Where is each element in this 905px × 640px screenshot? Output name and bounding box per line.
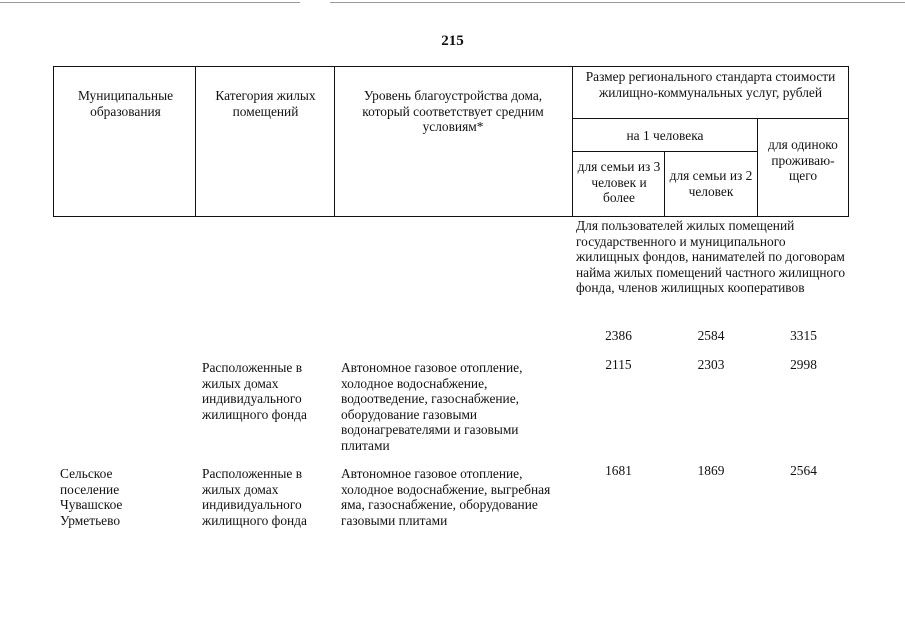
rule-bottom <box>53 216 849 217</box>
row-1-family-3plus: 2386 <box>605 328 632 343</box>
header-amenity-level: Уровень благоустройства дома, который соответствует средним условиям* <box>362 88 544 135</box>
scan-edge-top-right <box>330 2 905 3</box>
header-single: для одиноко проживаю-щего <box>768 137 838 184</box>
header-standard-size: Размер регионального стандарта стоимости жилищно-коммунальных услуг, рублей <box>585 69 836 100</box>
row-2-amenity: Автономное газовое отопление, холодное водоснабжение, водоотведение, газоснабжение, оборудование газовыми водонагревателями и газовыми плитами <box>341 360 523 453</box>
scan-edge-top-left <box>0 2 300 3</box>
rule-under-title <box>572 118 849 119</box>
row-1-family-2: 2584 <box>697 328 725 343</box>
row-3-single: 2564 <box>790 463 817 478</box>
row-3-amenity: Автономное газовое отопление, холодное водоснабжение, выгребная яма, газоснабжение, оборудование газовыми плитами <box>341 466 551 528</box>
row-3-municipality: Сельское поселение Чувашское Урметьево <box>60 466 123 528</box>
row-2-family-3plus: 2115 <box>605 357 632 372</box>
row-2-category: Расположенные в жилых домах индивидуального жилищного фонда <box>202 360 307 422</box>
header-municipalities: Муниципальные образования <box>77 88 174 119</box>
rule-top <box>53 66 849 67</box>
row-2-family-2: 2303 <box>697 357 725 372</box>
header-family-2: для семьи из 2 человек <box>669 168 753 199</box>
row-2-single: 2998 <box>790 357 817 372</box>
row-3-category: Расположенные в жилых домах индивидуального жилищного фонда <box>202 466 307 528</box>
row-3-family-3plus: 1681 <box>605 463 632 478</box>
section-note: Для пользователей жилых помещений государственного и муниципального жилищных фондов, нанимателей по договорам найма жилых помещений частного жилищного фонда, членов жилищных кооперативов <box>576 218 846 296</box>
rule-left <box>53 66 54 217</box>
page-number: 215 <box>441 33 464 49</box>
rule-col5 <box>664 151 665 217</box>
rule-right <box>848 66 849 217</box>
rule-col2 <box>195 66 196 217</box>
rule-col6 <box>757 118 758 217</box>
header-family-3plus: для семьи из 3 человек и более <box>577 159 661 206</box>
row-1-single: 3315 <box>790 328 817 343</box>
rule-col3 <box>334 66 335 217</box>
header-category: Категория жилых помещений <box>215 88 316 119</box>
row-3-family-2: 1869 <box>697 463 725 478</box>
header-per-person: на 1 человека <box>626 128 704 143</box>
